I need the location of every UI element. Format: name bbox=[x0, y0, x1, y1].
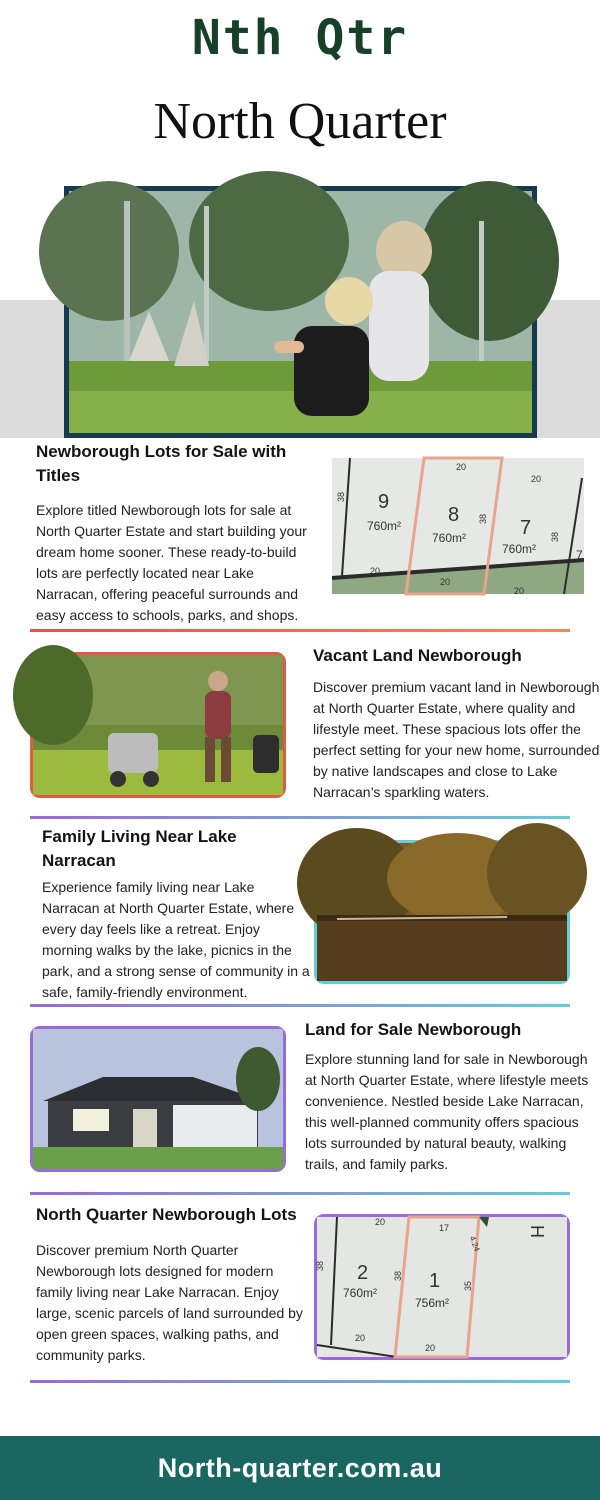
lot-2-area: 760m² bbox=[343, 1286, 378, 1300]
section-body-titled-lots: Explore titled Newborough lots for sale at North Quarter Estate and start building your dream home sooner. These ready-to-build lots are perfectly located near Lake Narracan, offering peaceful surrounds and easy access to schools, parks, and shops. bbox=[36, 502, 307, 623]
section-title-family-living: Family Living Near Lake Narracan bbox=[42, 827, 237, 870]
plan-dimension: H bbox=[527, 1225, 547, 1238]
plan-dimension: 20 bbox=[355, 1333, 366, 1343]
plan-dimension: 38 bbox=[393, 1270, 403, 1281]
golfer-image bbox=[30, 652, 286, 798]
lot-2-number: 2 bbox=[357, 1262, 369, 1284]
page-title: North Quarter bbox=[153, 93, 447, 150]
section-divider bbox=[30, 1192, 570, 1195]
section-title-newborough-lots: North Quarter Newborough Lots bbox=[36, 1205, 297, 1224]
hero-image bbox=[64, 186, 537, 438]
lot-7-number: 7 bbox=[520, 517, 532, 539]
section-title-titled-lots: Newborough Lots for Sale with Titles bbox=[36, 442, 287, 485]
plan-dimension: 38 bbox=[336, 491, 346, 502]
plan-dimension: 35 bbox=[463, 1280, 473, 1291]
lot-7-area: 760m² bbox=[502, 542, 537, 556]
plan-dimension: 38 bbox=[478, 513, 488, 524]
plan-dimension: 17 bbox=[439, 1223, 450, 1233]
lake-image bbox=[314, 840, 570, 984]
brand-logo: Nth Qtr bbox=[191, 10, 409, 66]
plan-dimension: 20 bbox=[514, 586, 525, 596]
section-body-land-for-sale: Explore stunning land for sale in Newborough at North Quarter Estate, where lifestyle meets convenience. Nestled beside Lake Narracan, this well-planned community offers spacious lots surrounded by natural beauty, walking trails, and family parks. bbox=[305, 1051, 589, 1172]
website-link[interactable]: North-quarter.com.au bbox=[157, 1452, 443, 1483]
plan-dimension: 20 bbox=[531, 474, 542, 484]
lot-9-number: 9 bbox=[378, 491, 390, 513]
section-title-vacant-land: Vacant Land Newborough bbox=[313, 646, 522, 665]
plan-dimension: 20 bbox=[456, 462, 467, 472]
lot-1-area: 756m² bbox=[415, 1296, 450, 1310]
section-divider bbox=[30, 629, 570, 632]
lot-1-number: 1 bbox=[429, 1270, 441, 1292]
plan-dimension: 38 bbox=[315, 1260, 325, 1271]
plan-dimension: 4.24 bbox=[467, 1234, 482, 1253]
section-divider bbox=[30, 1380, 570, 1383]
plan-dimension: 38 bbox=[550, 531, 560, 542]
plan-dimension: 7 bbox=[576, 548, 583, 562]
lot-plan-image-2-1 bbox=[314, 1214, 570, 1360]
section-title-land-for-sale: Land for Sale Newborough bbox=[305, 1020, 522, 1039]
section-body-newborough-lots: Discover premium North Quarter Newborough lots designed for modern family living near Lake Narracan. Enjoy large, scenic parcels of land surrounded by open green spaces, walking paths, and community parks. bbox=[36, 1242, 303, 1363]
plan-dimension: 20 bbox=[440, 577, 451, 587]
lot-8-area: 760m² bbox=[432, 531, 467, 545]
section-body-family-living: Experience family living near Lake Narracan at North Quarter Estate, where every day feels like a retreat. Enjoy morning walks by the lake, picnics in the park, and a strong sense of community in a safe, family-friendly environment. bbox=[42, 879, 310, 1000]
footer-bar bbox=[0, 1436, 600, 1500]
plan-dimension: 20 bbox=[375, 1217, 386, 1227]
lot-8-number: 8 bbox=[448, 504, 460, 526]
lot-plan-image-9-8-7 bbox=[332, 458, 584, 594]
plan-dimension: 20 bbox=[370, 566, 381, 576]
section-divider bbox=[30, 1004, 570, 1007]
lot-9-area: 760m² bbox=[367, 519, 402, 533]
house-image bbox=[30, 1026, 286, 1172]
plan-dimension: 20 bbox=[425, 1343, 436, 1353]
section-body-vacant-land: Discover premium vacant land in Newborough at North Quarter Estate, where quality and lifestyle meet. These spacious lots offer the perfect setting for your new home, surrounded by native landscapes and close to Lake Narracan’s sparkling waters. bbox=[313, 679, 600, 800]
section-divider bbox=[30, 816, 570, 819]
